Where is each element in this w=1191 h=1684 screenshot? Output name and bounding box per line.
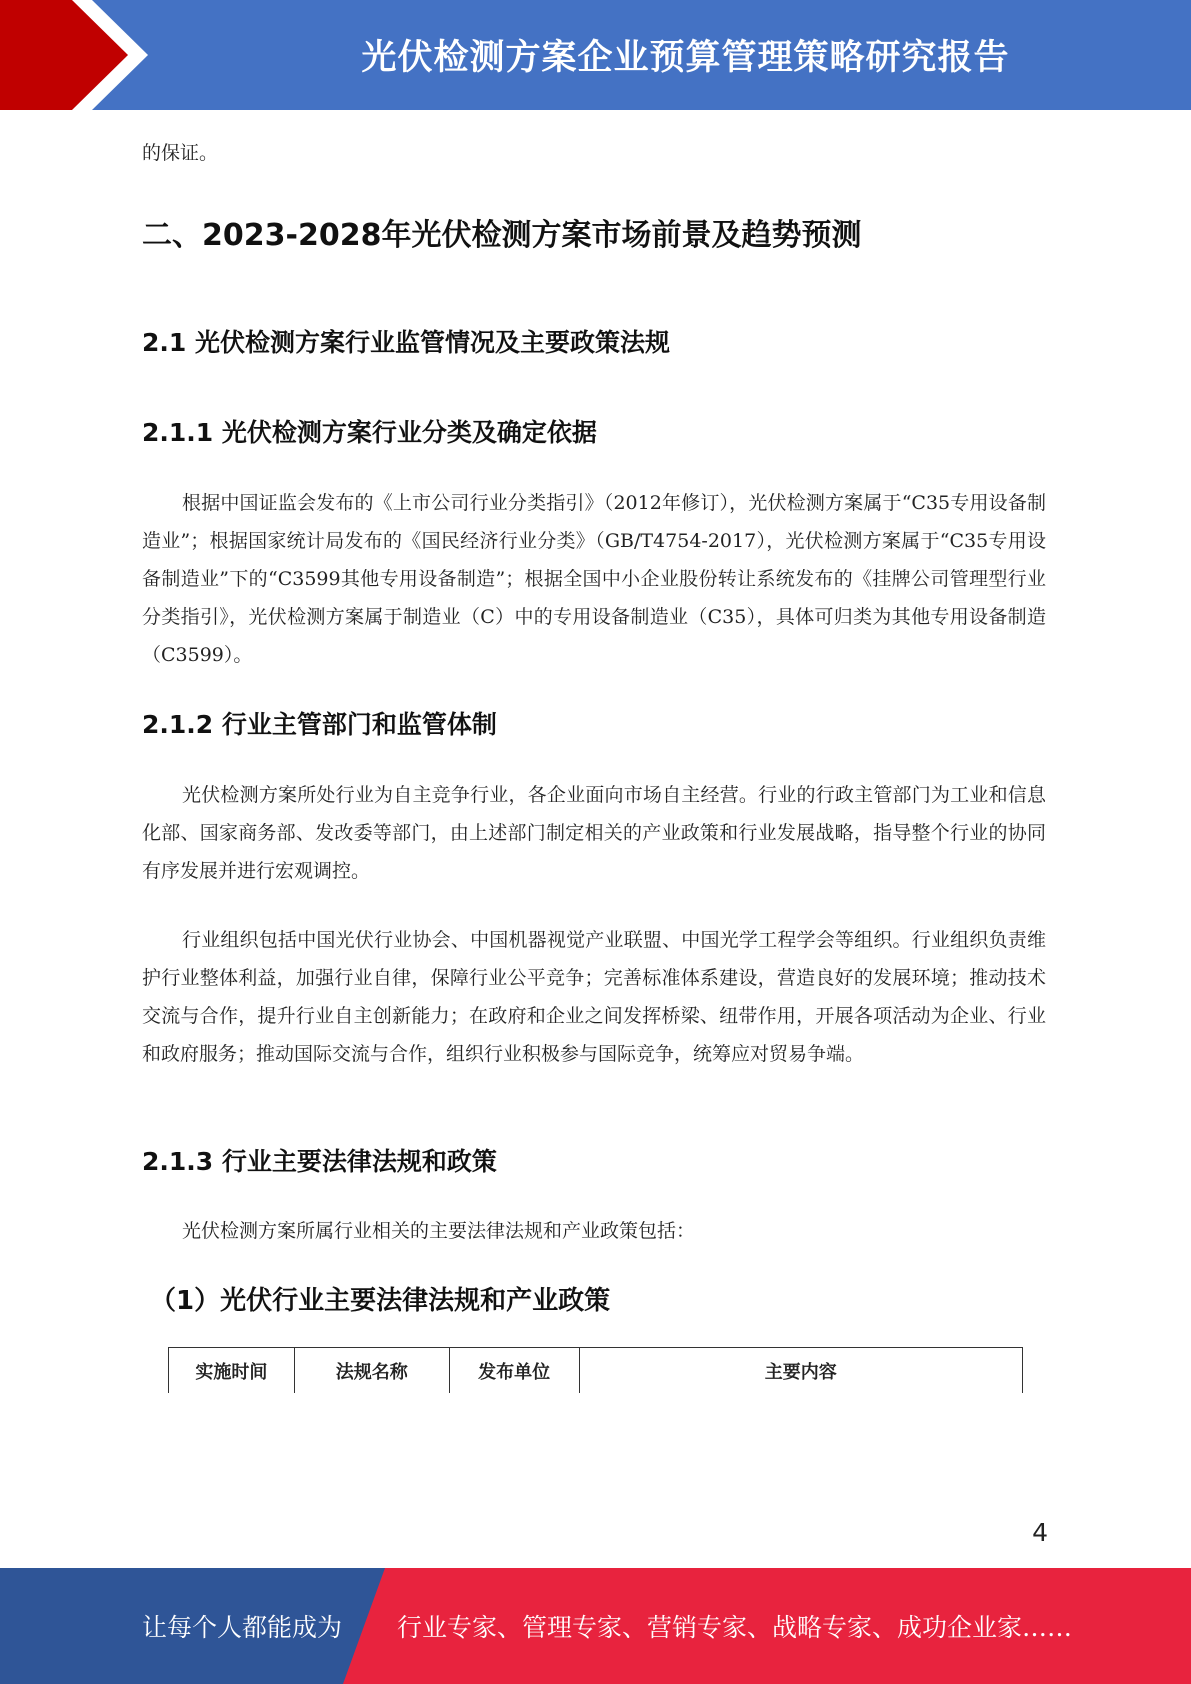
subsection-heading-2-1-1: 2.1.1 光伏检测方案行业分类及确定依据 <box>142 418 597 447</box>
page-header <box>0 0 1191 110</box>
header-regulation-name: 法规名称 <box>294 1348 449 1394</box>
paragraph-industry-organizations: 行业组织包括中国光伏行业协会、中国机器视觉产业联盟、中国光学工程学会等组织。行业组织负责维护行业整体利益，加强行业自律，保障行业公平竞争；完善标准体系建设，营造良好的发展环境；推动技术交流与合作，提升行业自主创新能力；在政府和企业之间发挥桥梁、纽带作用，开展各项活动为企业、行业和政府服务；推动国际交流与合作，组织行业积极参与国际竞争，统筹应对贸易争端。 <box>142 929 1046 1065</box>
header-effective-date: 实施时间 <box>169 1348 295 1394</box>
subsection-heading-2-1: 2.1 光伏检测方案行业监管情况及主要政策法规 <box>142 328 670 357</box>
subsection-heading-2-1-2: 2.1.2 行业主管部门和监管体制 <box>142 710 497 739</box>
footer-slogan-right: 行业专家、管理专家、营销专家、战略专家、成功企业家…… <box>397 1613 1073 1642</box>
laws-table <box>168 1347 1023 1393</box>
paragraph-regulators: 光伏检测方案所处行业为自主竞争行业，各企业面向市场自主经营。行业的行政主管部门为工业和信息化部、国家商务部、发改委等部门，由上述部门制定相关的产业政策和行业发展战略，指导整个行业的协同有序发展并进行宏观调控。 <box>142 784 1046 882</box>
paragraph-laws-intro: 光伏检测方案所属行业相关的主要法律法规和产业政策包括： <box>182 1220 696 1242</box>
page-footer <box>0 1568 1191 1684</box>
continued-text: 的保证。 <box>142 142 219 164</box>
subsection-heading-2-1-3: 2.1.3 行业主要法律法规和政策 <box>142 1147 497 1176</box>
footer-slogan-left: 让每个人都能成为 <box>142 1613 343 1642</box>
table-title: （1）光伏行业主要法律法规和产业政策 <box>150 1286 611 1316</box>
table-header-row <box>169 1348 1023 1394</box>
paragraph-classification: 根据中国证监会发布的《上市公司行业分类指引》（2012年修订），光伏检测方案属于“C35专用设备制造业”；根据国家统计局发布的《国民经济行业分类》（GB/T4754-2017），光伏检测方案属于“C35专用设备制造业”下的“C3599其他专用设备制造”；根据全国中小企业股份转让系统发布的《挂牌公司管理型行业分类指引》，光伏检测方案属于制造业（C）中的专用设备制造业（C35），具体可归类为其他专用设备制造（C3599）。 <box>142 492 1046 666</box>
section-heading: 二、2023-2028年光伏检测方案市场前景及趋势预测 <box>142 218 862 253</box>
header-issuing-authority: 发布单位 <box>449 1348 579 1394</box>
header-main-content: 主要内容 <box>579 1348 1022 1394</box>
page-number: 4 <box>1032 1518 1048 1547</box>
report-title: 光伏检测方案企业预算管理策略研究报告 <box>361 38 1010 78</box>
